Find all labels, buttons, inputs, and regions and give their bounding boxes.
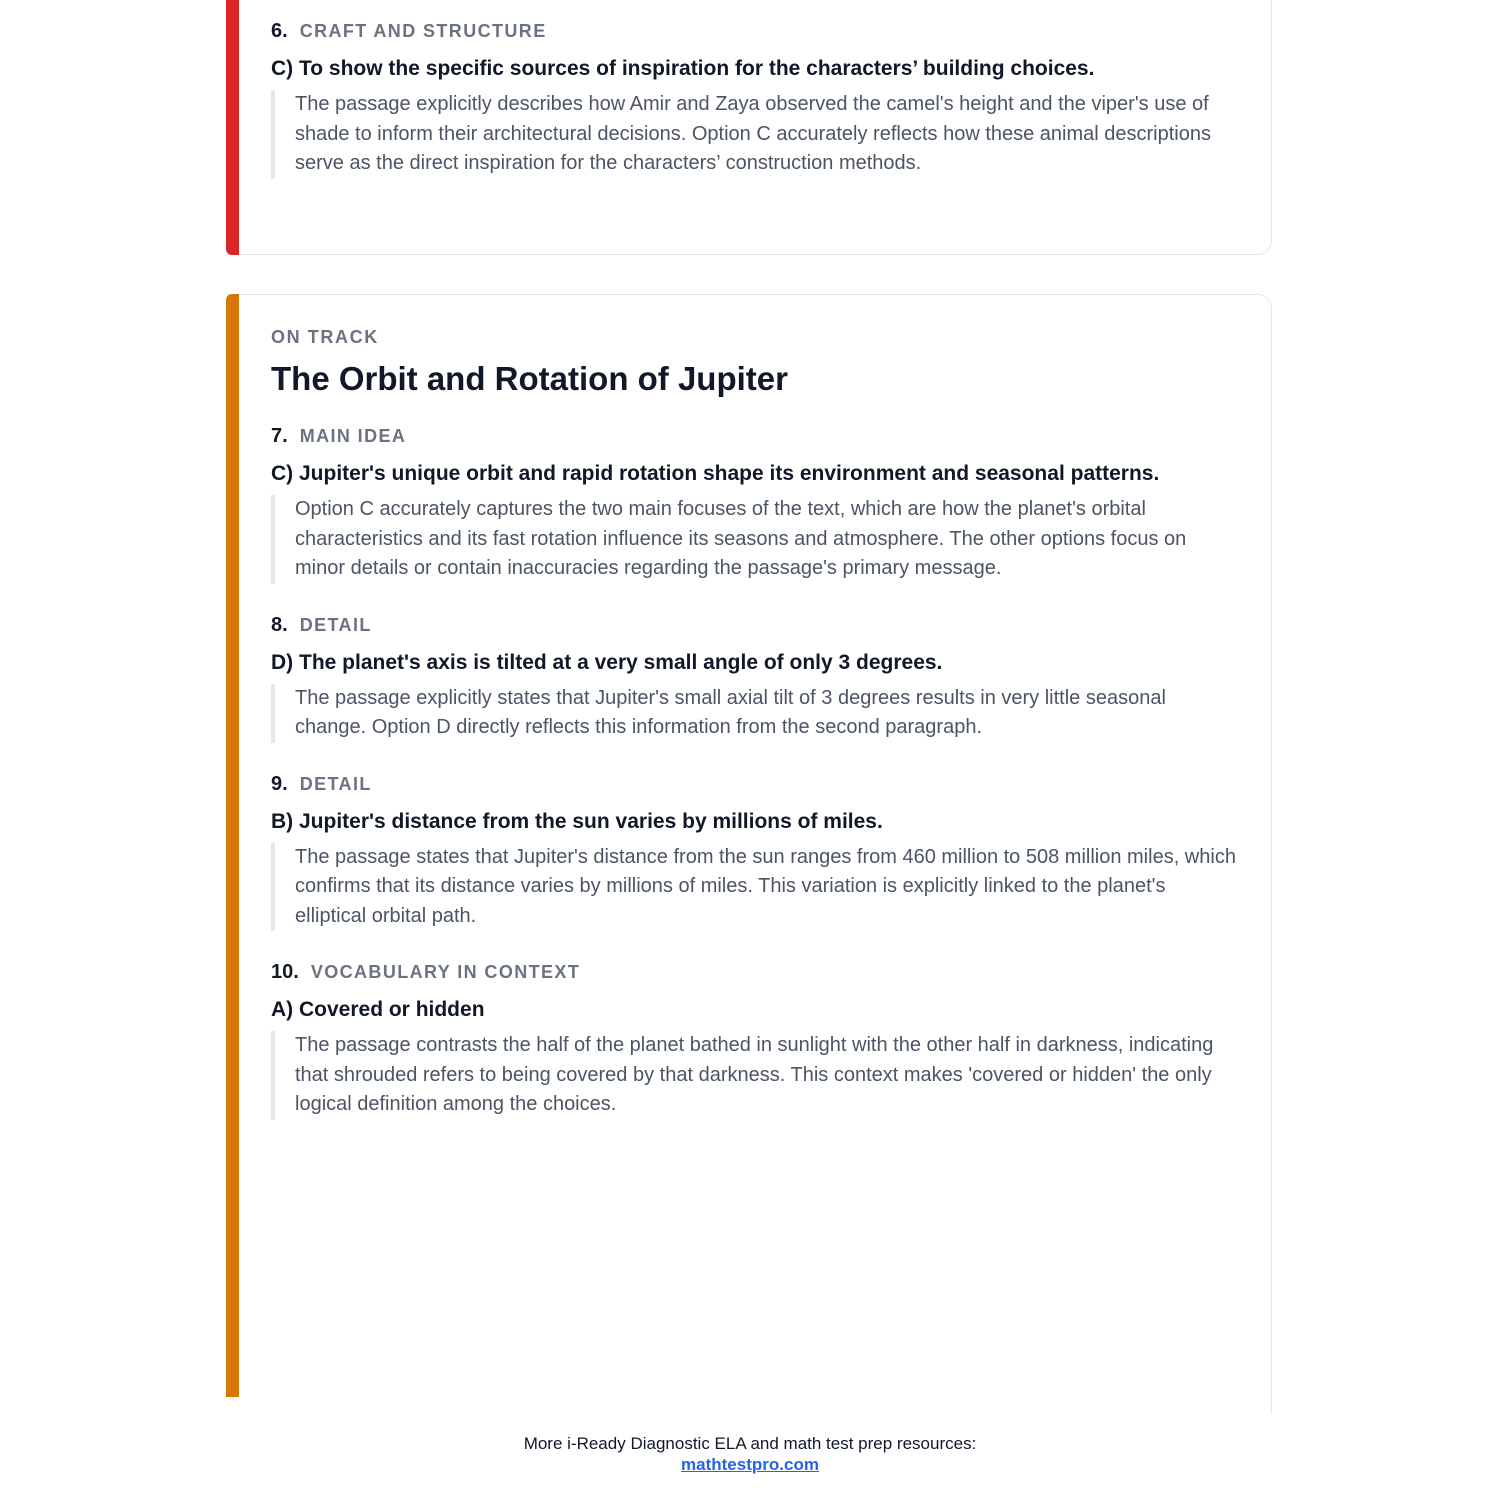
question-number: 8. [271,613,288,636]
footer-text: More i-Ready Diagnostic ELA and math test prep resources: [523,1434,977,1453]
section-title: The Orbit and Rotation of Jupiter [271,360,788,397]
question-answer: B) Jupiter's distance from the sun varies by millions of miles. [271,809,883,833]
question-number: 6. [271,20,288,42]
question-explanation: The passage contrasts the half of the planet bathed in sunlight with the other half in darkness, indicating that shrouded refers to being covered by that darkness. This context makes 'covered or hidden' the only logical definition among the choices. [271,1031,1239,1120]
section-label: ON TRACK [271,327,379,347]
question-explanation: The passage explicitly describes how Amir and Zaya observed the camel's height and the viper's use of shade to inform their architectural decisions. Option C accurately reflects how these animal descriptions serve as the direct inspiration for the characters’ construction methods. [271,90,1239,179]
question-6 [271,20,1239,179]
question-explanation: The passage explicitly states that Jupiter's small axial tilt of 3 degrees results in very little seasonal change. Option D directly reflects this information from the second paragraph. [271,684,1239,743]
question-answer: D) The planet's axis is tilted at a very small angle of only 3 degrees. [271,650,943,674]
footer [0,1433,1500,1475]
question-8 [271,614,1239,743]
question-category: DETAIL [299,614,372,635]
question-number: 7. [271,425,288,447]
footer-link[interactable]: mathtestpro.com [681,1455,819,1474]
answer-card-craft [226,0,1272,255]
question-number: 9. [271,772,288,795]
question-7 [271,425,1239,584]
question-answer: A) Covered or hidden [271,998,485,1021]
question-9 [271,773,1239,932]
question-category: DETAIL [299,773,372,794]
question-10 [271,961,1239,1120]
question-number: 10. [271,961,299,983]
answer-card-jupiter [226,294,1272,1414]
question-answer: C) To show the specific sources of inspiration for the characters’ building choices. [271,57,1095,80]
question-category: VOCABULARY IN CONTEXT [310,962,581,982]
question-category: MAIN IDEA [299,426,407,446]
question-explanation: The passage states that Jupiter's distance from the sun ranges from 460 million to 508 million miles, which confirms that its distance varies by millions of miles. This variation is explicitly linked to the planet's elliptical orbital path. [271,843,1239,932]
question-answer: C) Jupiter's unique orbit and rapid rotation shape its environment and seasonal patterns. [271,462,1160,485]
card-accent-bar [226,0,239,255]
question-explanation: Option C accurately captures the two main focuses of the text, which are how the planet's orbital characteristics and its fast rotation influence its seasons and atmosphere. The other options focus on minor details or contain inaccuracies regarding the passage's primary message. [271,495,1239,584]
question-category: CRAFT AND STRUCTURE [299,21,547,41]
card-accent-bar [226,294,239,1397]
